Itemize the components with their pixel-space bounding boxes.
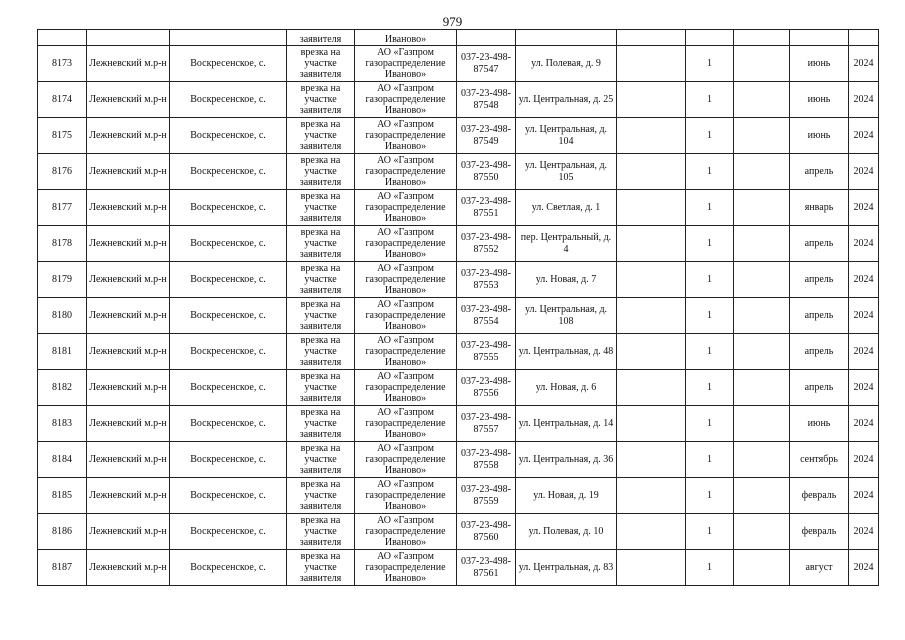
cell-connection: врезка на участке заявителя: [287, 442, 355, 478]
cell-locality: Воскресенское, с.: [170, 82, 287, 118]
cell-empty: [617, 406, 686, 442]
cell-month: февраль: [790, 514, 849, 550]
cell-district: Лежневский м.р-н: [87, 226, 170, 262]
table-row: [38, 370, 879, 406]
cell-month: апрель: [790, 370, 849, 406]
cell-locality: Воскресенское, с.: [170, 550, 287, 586]
cell-number: 8181: [38, 334, 87, 370]
cell-quantity: 1: [686, 82, 734, 118]
cell-district: [87, 30, 170, 46]
cell-address: ул. Центральная, д. 108: [516, 298, 617, 334]
cell-organization: АО «Газпром газораспределение Иваново»: [355, 46, 457, 82]
cell-empty: [617, 118, 686, 154]
cell-empty: [617, 298, 686, 334]
cell-month: апрель: [790, 262, 849, 298]
cell-month: июнь: [790, 118, 849, 154]
cell-number: 8178: [38, 226, 87, 262]
cell-quantity: 1: [686, 262, 734, 298]
cell-organization: АО «Газпром газораспределение Иваново»: [355, 226, 457, 262]
cell-quantity: 1: [686, 154, 734, 190]
cell-code: 037-23-498-87547: [457, 46, 516, 82]
cell-month: июнь: [790, 46, 849, 82]
cell-locality: Воскресенское, с.: [170, 190, 287, 226]
cell-locality: Воскресенское, с.: [170, 46, 287, 82]
cell-organization: АО «Газпром газораспределение Иваново»: [355, 262, 457, 298]
cell-empty: [734, 226, 790, 262]
cell-district: Лежневский м.р-н: [87, 190, 170, 226]
table-row-continued: [38, 30, 879, 46]
cell-quantity: 1: [686, 118, 734, 154]
table-row: [38, 442, 879, 478]
cell-locality: Воскресенское, с.: [170, 334, 287, 370]
cell-code: 037-23-498-87548: [457, 82, 516, 118]
table-row: [38, 406, 879, 442]
cell-empty: [617, 262, 686, 298]
cell-address: ул. Центральная, д. 36: [516, 442, 617, 478]
cell-address: ул. Центральная, д. 83: [516, 550, 617, 586]
table-row: [38, 478, 879, 514]
cell-number: 8173: [38, 46, 87, 82]
cell-district: Лежневский м.р-н: [87, 514, 170, 550]
cell-district: Лежневский м.р-н: [87, 298, 170, 334]
cell-locality: Воскресенское, с.: [170, 514, 287, 550]
cell-code: 037-23-498-87554: [457, 298, 516, 334]
cell-organization: АО «Газпром газораспределение Иваново»: [355, 550, 457, 586]
cell-empty: [617, 370, 686, 406]
cell-code: 037-23-498-87561: [457, 550, 516, 586]
page-number: 979: [442, 14, 463, 29]
cell-empty: [734, 298, 790, 334]
cell-quantity: 1: [686, 442, 734, 478]
cell-district: Лежневский м.р-н: [87, 118, 170, 154]
cell-empty: [734, 478, 790, 514]
table-row: [38, 262, 879, 298]
cell-address: ул. Новая, д. 19: [516, 478, 617, 514]
cell-organization: АО «Газпром газораспределение Иваново»: [355, 514, 457, 550]
cell-address: ул. Центральная, д. 48: [516, 334, 617, 370]
table-row: [38, 118, 879, 154]
cell-code: 037-23-498-87559: [457, 478, 516, 514]
cell-code: 037-23-498-87557: [457, 406, 516, 442]
cell-empty: [734, 46, 790, 82]
cell-year: 2024: [849, 406, 879, 442]
cell-organization: АО «Газпром газораспределение Иваново»: [355, 298, 457, 334]
cell-organization: АО «Газпром газораспределение Иваново»: [355, 334, 457, 370]
cell-empty: [734, 550, 790, 586]
cell-year: 2024: [849, 46, 879, 82]
cell-quantity: 1: [686, 370, 734, 406]
cell-year: 2024: [849, 262, 879, 298]
table-body: [38, 30, 879, 586]
cell-quantity: 1: [686, 478, 734, 514]
cell-connection: врезка на участке заявителя: [287, 514, 355, 550]
cell-year: [849, 30, 879, 46]
cell-locality: Воскресенское, с.: [170, 298, 287, 334]
cell-organization: АО «Газпром газораспределение Иваново»: [355, 442, 457, 478]
cell-empty: [617, 30, 686, 46]
cell-locality: Воскресенское, с.: [170, 262, 287, 298]
cell-code: 037-23-498-87551: [457, 190, 516, 226]
table-row: [38, 550, 879, 586]
cell-locality: Воскресенское, с.: [170, 406, 287, 442]
cell-code: 037-23-498-87560: [457, 514, 516, 550]
cell-year: 2024: [849, 370, 879, 406]
cell-month: апрель: [790, 226, 849, 262]
cell-number: 8175: [38, 118, 87, 154]
cell-locality: Воскресенское, с.: [170, 478, 287, 514]
cell-empty: [617, 46, 686, 82]
cell-year: 2024: [849, 82, 879, 118]
cell-year: 2024: [849, 154, 879, 190]
cell-quantity: 1: [686, 190, 734, 226]
cell-year: 2024: [849, 226, 879, 262]
cell-district: Лежневский м.р-н: [87, 154, 170, 190]
cell-empty: [734, 190, 790, 226]
cell-code: 037-23-498-87558: [457, 442, 516, 478]
cell-year: 2024: [849, 550, 879, 586]
cell-year: 2024: [849, 298, 879, 334]
cell-empty: [617, 478, 686, 514]
cell-district: Лежневский м.р-н: [87, 262, 170, 298]
cell-connection: врезка на участке заявителя: [287, 298, 355, 334]
cell-empty: [734, 406, 790, 442]
cell-connection: врезка на участке заявителя: [287, 550, 355, 586]
table-row: [38, 82, 879, 118]
cell-empty: [734, 262, 790, 298]
cell-month: сентябрь: [790, 442, 849, 478]
table-row: [38, 298, 879, 334]
cell-code: [457, 30, 516, 46]
cell-connection: врезка на участке заявителя: [287, 82, 355, 118]
cell-address: [516, 30, 617, 46]
cell-organization: АО «Газпром газораспределение Иваново»: [355, 118, 457, 154]
cell-address: ул. Центральная, д. 14: [516, 406, 617, 442]
cell-address: ул. Центральная, д. 104: [516, 118, 617, 154]
cell-empty: [617, 334, 686, 370]
cell-number: 8184: [38, 442, 87, 478]
cell-number: 8183: [38, 406, 87, 442]
cell-number: 8177: [38, 190, 87, 226]
cell-locality: Воскресенское, с.: [170, 154, 287, 190]
cell-number: 8179: [38, 262, 87, 298]
cell-year: 2024: [849, 514, 879, 550]
cell-organization: АО «Газпром газораспределение Иваново»: [355, 370, 457, 406]
cell-quantity: 1: [686, 46, 734, 82]
cell-number: 8174: [38, 82, 87, 118]
cell-quantity: 1: [686, 514, 734, 550]
cell-address: ул. Светлая, д. 1: [516, 190, 617, 226]
cell-connection: врезка на участке заявителя: [287, 334, 355, 370]
cell-district: Лежневский м.р-н: [87, 478, 170, 514]
cell-address: ул. Центральная, д. 105: [516, 154, 617, 190]
cell-quantity: [686, 30, 734, 46]
cell-code: 037-23-498-87556: [457, 370, 516, 406]
cell-month: апрель: [790, 298, 849, 334]
cell-month: август: [790, 550, 849, 586]
cell-connection: врезка на участке заявителя: [287, 190, 355, 226]
cell-quantity: 1: [686, 226, 734, 262]
cell-organization: Иваново»: [355, 30, 457, 46]
cell-locality: Воскресенское, с.: [170, 442, 287, 478]
cell-connection: врезка на участке заявителя: [287, 370, 355, 406]
cell-locality: Воскресенское, с.: [170, 370, 287, 406]
cell-empty: [734, 82, 790, 118]
cell-month: июнь: [790, 82, 849, 118]
cell-empty: [617, 442, 686, 478]
cell-year: 2024: [849, 118, 879, 154]
table-row: [38, 46, 879, 82]
cell-empty: [617, 190, 686, 226]
cell-empty: [617, 226, 686, 262]
cell-code: 037-23-498-87549: [457, 118, 516, 154]
cell-connection: заявителя: [287, 30, 355, 46]
cell-locality: [170, 30, 287, 46]
cell-year: 2024: [849, 478, 879, 514]
cell-address: ул. Полевая, д. 10: [516, 514, 617, 550]
cell-organization: АО «Газпром газораспределение Иваново»: [355, 406, 457, 442]
cell-code: 037-23-498-87550: [457, 154, 516, 190]
cell-empty: [617, 514, 686, 550]
cell-address: ул. Полевая, д. 9: [516, 46, 617, 82]
cell-empty: [734, 514, 790, 550]
cell-number: 8176: [38, 154, 87, 190]
cell-district: Лежневский м.р-н: [87, 334, 170, 370]
cell-number: 8180: [38, 298, 87, 334]
cell-organization: АО «Газпром газораспределение Иваново»: [355, 478, 457, 514]
cell-district: Лежневский м.р-н: [87, 442, 170, 478]
cell-code: 037-23-498-87552: [457, 226, 516, 262]
cell-connection: врезка на участке заявителя: [287, 262, 355, 298]
registry-table: [37, 29, 879, 586]
table-row: [38, 514, 879, 550]
cell-district: Лежневский м.р-н: [87, 370, 170, 406]
cell-code: 037-23-498-87553: [457, 262, 516, 298]
cell-empty: [617, 154, 686, 190]
cell-month: январь: [790, 190, 849, 226]
cell-empty: [734, 154, 790, 190]
cell-month: февраль: [790, 478, 849, 514]
cell-district: Лежневский м.р-н: [87, 406, 170, 442]
cell-month: [790, 30, 849, 46]
cell-number: 8187: [38, 550, 87, 586]
cell-connection: врезка на участке заявителя: [287, 406, 355, 442]
cell-connection: врезка на участке заявителя: [287, 154, 355, 190]
cell-quantity: 1: [686, 550, 734, 586]
cell-address: ул. Центральная, д. 25: [516, 82, 617, 118]
cell-empty: [734, 370, 790, 406]
cell-empty: [617, 82, 686, 118]
cell-month: апрель: [790, 334, 849, 370]
cell-year: 2024: [849, 334, 879, 370]
cell-locality: Воскресенское, с.: [170, 226, 287, 262]
cell-number: 8186: [38, 514, 87, 550]
cell-address: пер. Центральный, д. 4: [516, 226, 617, 262]
cell-quantity: 1: [686, 406, 734, 442]
cell-address: ул. Новая, д. 7: [516, 262, 617, 298]
cell-empty: [734, 30, 790, 46]
cell-empty: [734, 442, 790, 478]
cell-connection: врезка на участке заявителя: [287, 226, 355, 262]
cell-district: Лежневский м.р-н: [87, 82, 170, 118]
cell-organization: АО «Газпром газораспределение Иваново»: [355, 154, 457, 190]
cell-empty: [734, 118, 790, 154]
cell-connection: врезка на участке заявителя: [287, 478, 355, 514]
cell-quantity: 1: [686, 298, 734, 334]
cell-locality: Воскресенское, с.: [170, 118, 287, 154]
cell-month: июнь: [790, 406, 849, 442]
cell-organization: АО «Газпром газораспределение Иваново»: [355, 190, 457, 226]
table-row: [38, 154, 879, 190]
cell-quantity: 1: [686, 334, 734, 370]
cell-number: [38, 30, 87, 46]
cell-district: Лежневский м.р-н: [87, 46, 170, 82]
cell-empty: [617, 550, 686, 586]
cell-year: 2024: [849, 190, 879, 226]
table-row: [38, 334, 879, 370]
table-row: [38, 190, 879, 226]
cell-number: 8182: [38, 370, 87, 406]
cell-year: 2024: [849, 442, 879, 478]
cell-code: 037-23-498-87555: [457, 334, 516, 370]
cell-empty: [734, 334, 790, 370]
cell-district: Лежневский м.р-н: [87, 550, 170, 586]
cell-connection: врезка на участке заявителя: [287, 46, 355, 82]
cell-connection: врезка на участке заявителя: [287, 118, 355, 154]
cell-organization: АО «Газпром газораспределение Иваново»: [355, 82, 457, 118]
cell-month: апрель: [790, 154, 849, 190]
table-row: [38, 226, 879, 262]
cell-address: ул. Новая, д. 6: [516, 370, 617, 406]
cell-number: 8185: [38, 478, 87, 514]
